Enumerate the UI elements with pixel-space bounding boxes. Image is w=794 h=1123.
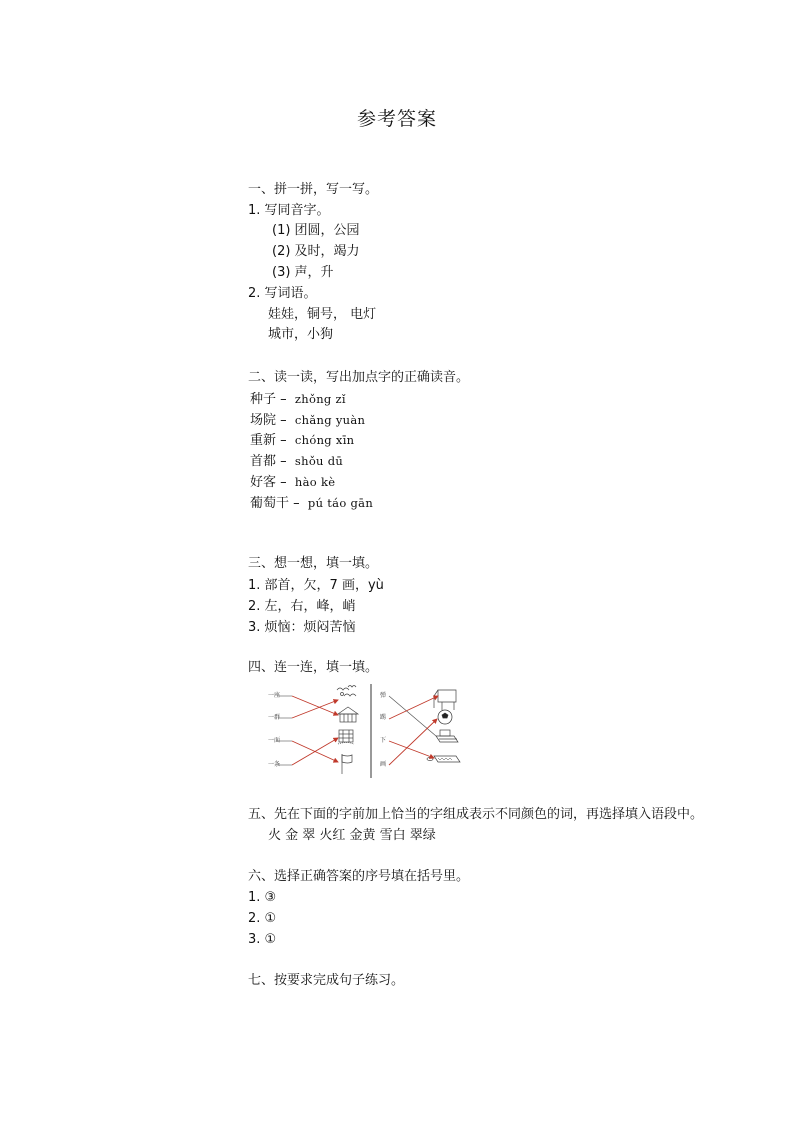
pinyin-word: 重新 bbox=[250, 433, 277, 448]
section6-item: 2. ① bbox=[248, 911, 277, 926]
left-label: 一座 bbox=[268, 692, 281, 699]
section6-item: 3. ① bbox=[248, 932, 277, 947]
section5-heading: 五、先在下面的字前加上恰当的字组成表示不同颜色的词，再选择填入语段中。 bbox=[248, 807, 704, 822]
section1-q1-item: (1) 团圆，公园 bbox=[272, 223, 360, 238]
matching-figure bbox=[258, 682, 472, 782]
pinyin-row: 种子 – zhǒng zǐ bbox=[250, 392, 346, 407]
pinyin-row: 葡萄干 – pú táo gān bbox=[250, 496, 374, 511]
section2-heading: 二、读一读，写出加点字的正确读音。 bbox=[248, 370, 470, 385]
pinyin-row: 重新 – chóng xīn bbox=[250, 433, 355, 448]
section3-item: 1. 部首，欠，7 画，yù bbox=[248, 578, 384, 593]
pinyin-reading: chǎng yuàn bbox=[294, 413, 366, 427]
right-label: 踢 bbox=[380, 714, 387, 721]
pinyin-row: 好客 – hào kè bbox=[250, 475, 336, 490]
pinyin-reading: shǒu dū bbox=[294, 454, 344, 468]
piano-icon bbox=[434, 690, 456, 710]
pinyin-word: 首都 bbox=[250, 454, 277, 469]
chess-board-icon bbox=[436, 730, 458, 742]
flag-icon bbox=[342, 754, 352, 774]
section1-q1: 1. 写同音字。 bbox=[248, 203, 330, 218]
pinyin-reading: hào kè bbox=[294, 475, 336, 489]
section1-q2-item: 城市，小狗 bbox=[268, 327, 334, 342]
pinyin-row: 场院 – chǎng yuàn bbox=[250, 413, 366, 428]
left-label: 一面 bbox=[268, 737, 281, 744]
section1-q1-item: (2) 及时，竭力 bbox=[272, 244, 360, 259]
bridge-icon bbox=[338, 730, 354, 744]
section6-item: 1. ③ bbox=[248, 890, 277, 905]
right-label: 下 bbox=[380, 737, 387, 744]
pinyin-word: 好客 bbox=[250, 475, 277, 490]
section1-q1-item: (3) 声，升 bbox=[272, 265, 334, 280]
left-label: 一条 bbox=[268, 761, 281, 768]
pinyin-word: 葡萄干 bbox=[250, 496, 290, 511]
right-label: 弹 bbox=[380, 692, 387, 699]
section5-answer: 火 金 翠 火红 金黄 雪白 翠绿 bbox=[268, 828, 436, 843]
section6-heading: 六、选择正确答案的序号填在括号里。 bbox=[248, 869, 470, 884]
building-icon bbox=[338, 707, 358, 722]
pinyin-reading: chóng xīn bbox=[294, 433, 355, 447]
football-icon bbox=[438, 710, 452, 724]
pinyin-reading: zhǒng zǐ bbox=[294, 392, 346, 406]
page-title: 参考答案 bbox=[356, 108, 437, 130]
section1-q2: 2. 写词语。 bbox=[248, 286, 317, 301]
birds-icon bbox=[337, 686, 356, 697]
right-label: 画 bbox=[380, 761, 387, 768]
section7-heading: 七、按要求完成句子练习。 bbox=[248, 973, 405, 988]
section4-heading: 四、连一连，填一填。 bbox=[248, 660, 379, 675]
section3-item: 2. 左，右，峰，峭 bbox=[248, 599, 356, 614]
section3-heading: 三、想一想，填一填。 bbox=[248, 556, 379, 571]
pinyin-word: 场院 bbox=[250, 413, 277, 428]
left-label: 一群 bbox=[268, 714, 281, 721]
section3-item: 3. 烦恼：烦闷苦恼 bbox=[248, 620, 356, 635]
section1-heading: 一、拼一拼，写一写。 bbox=[248, 182, 379, 197]
pinyin-reading: pú táo gān bbox=[307, 496, 374, 510]
section1-q2-item: 娃娃，铜号， 电灯 bbox=[268, 307, 377, 322]
pinyin-row: 首都 – shǒu dū bbox=[250, 454, 344, 469]
pinyin-word: 种子 bbox=[250, 392, 277, 407]
